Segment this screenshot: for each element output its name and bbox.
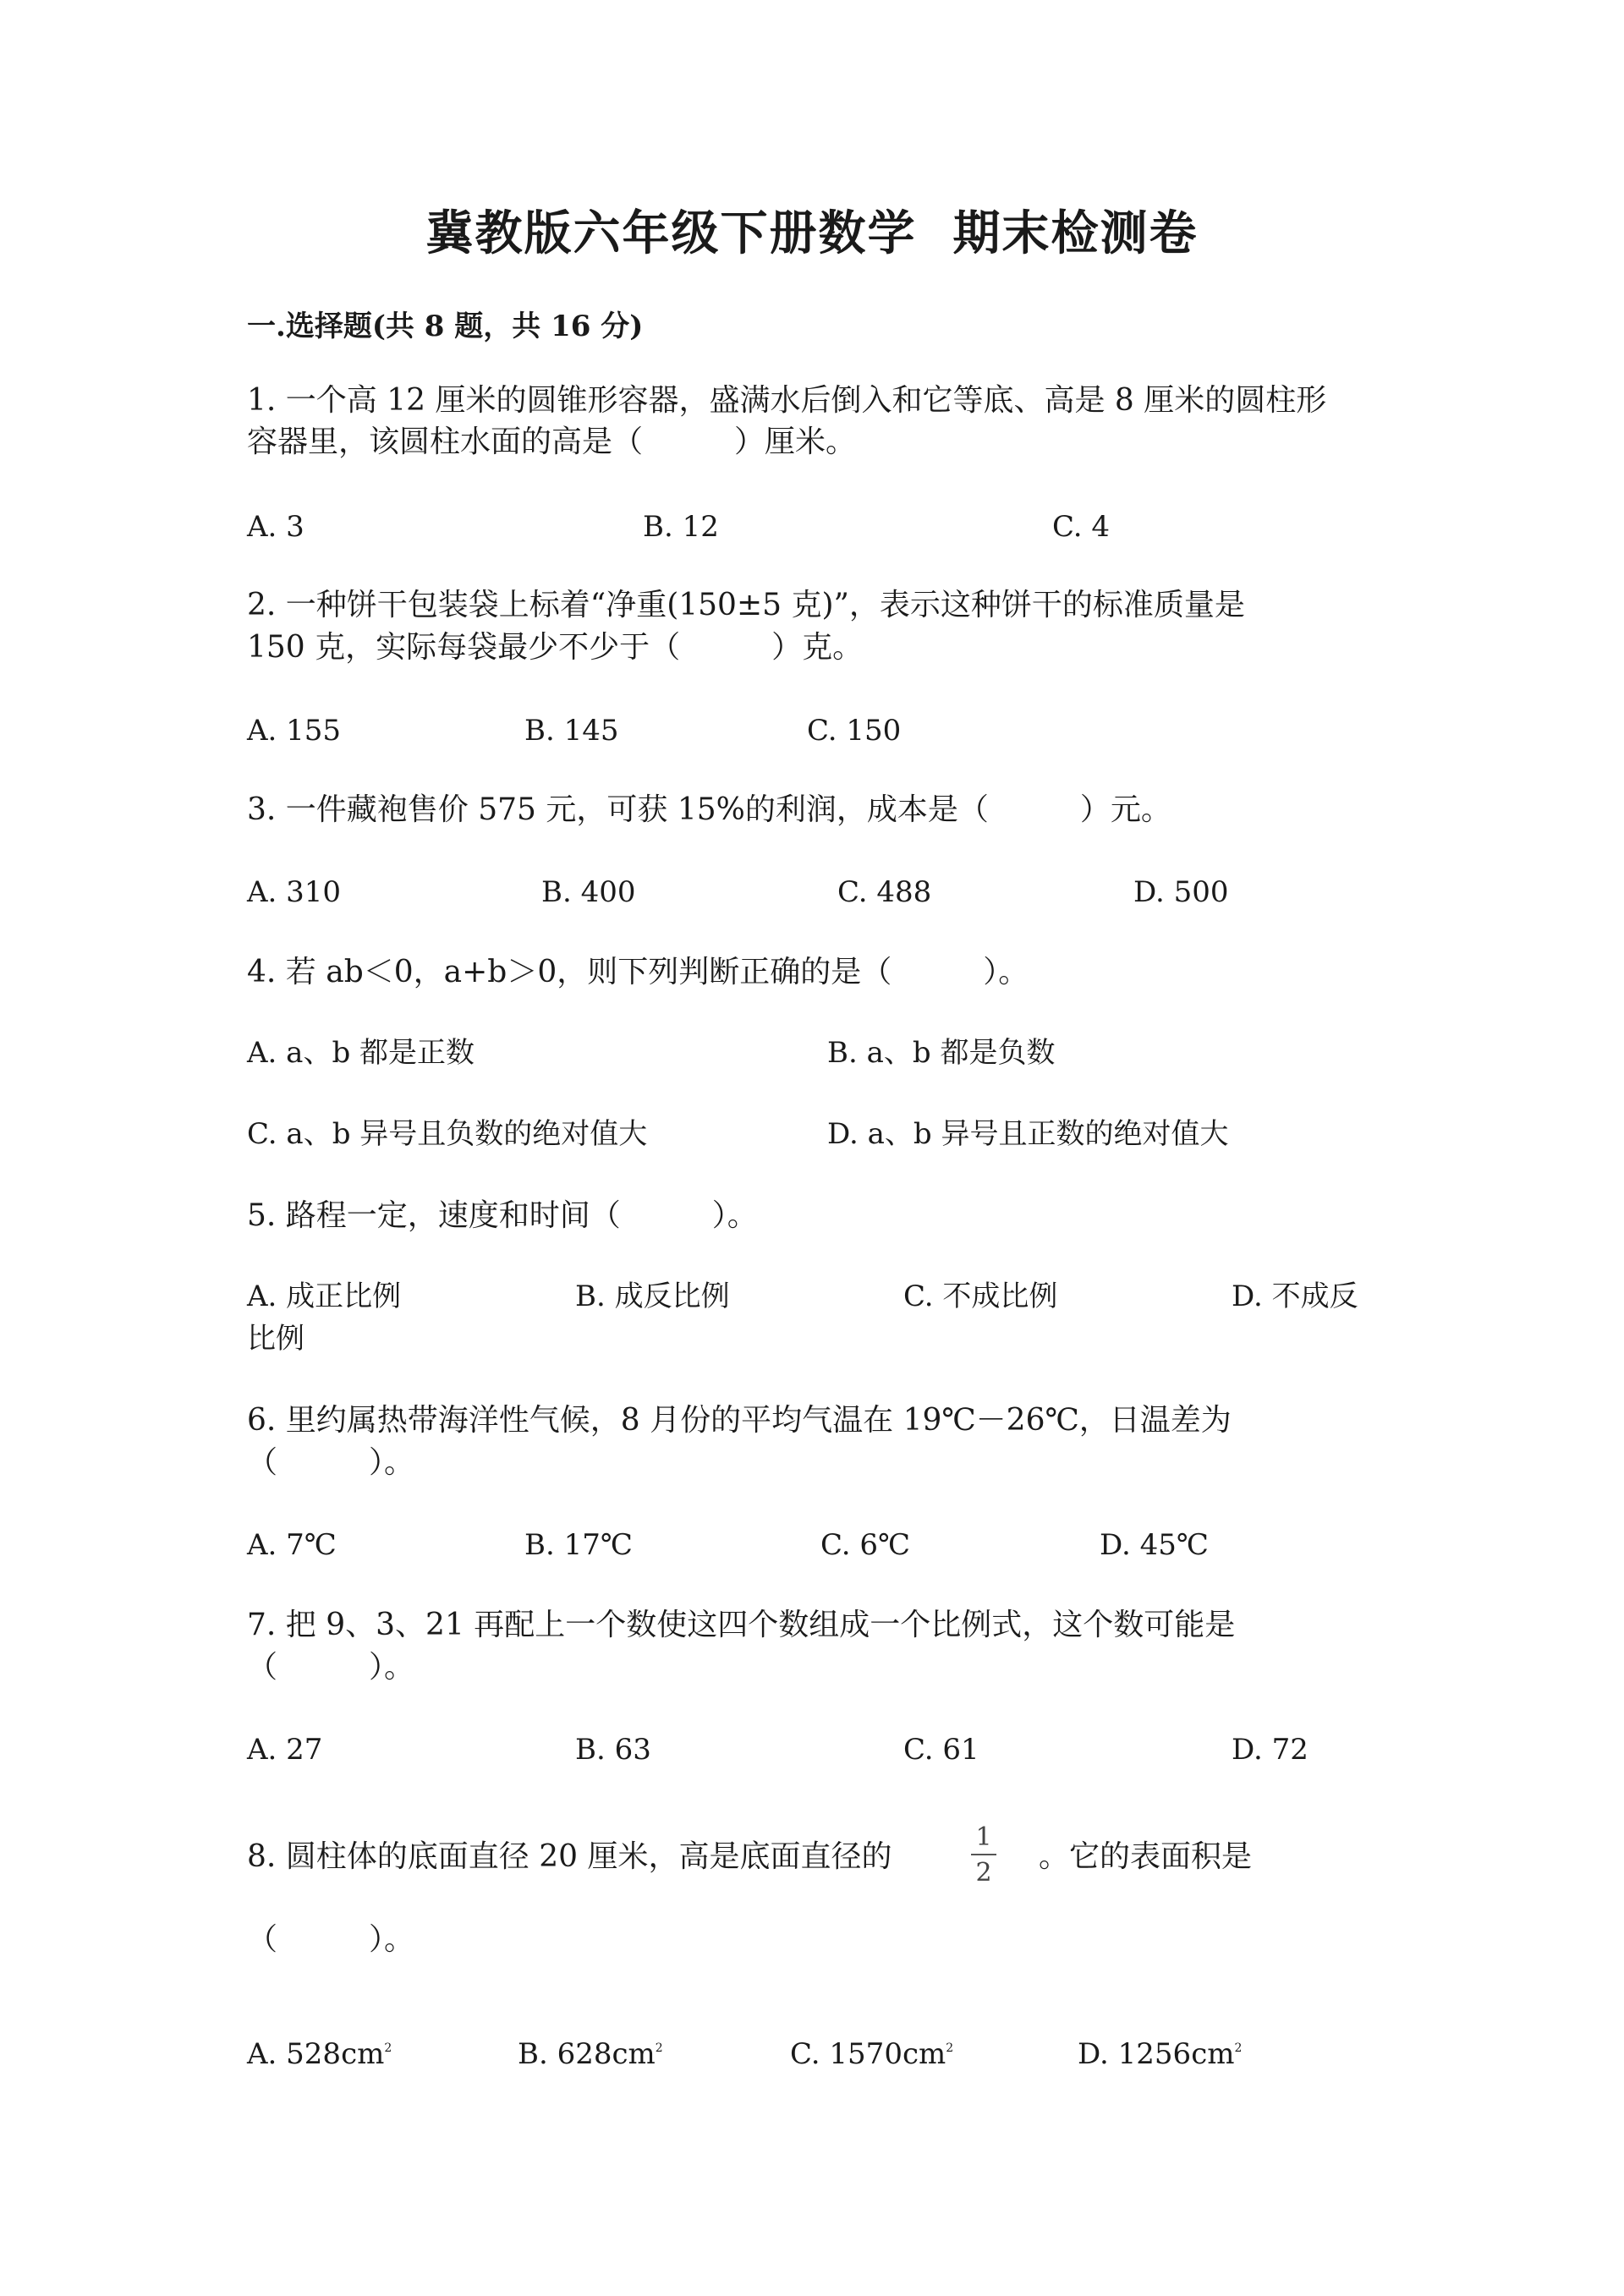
question-4-line-1: 4. 若 ab＜0，a+b＞0，则下列判断正确的是（ ）。: [247, 955, 1029, 989]
question-8-line-2: （ ）。: [247, 1922, 415, 1957]
question-8-option-b: [518, 2037, 663, 2071]
question-8-option-a: [247, 2037, 392, 2071]
question-5-option-c: C. 不成比例: [903, 1280, 1058, 1313]
question-4-option-d: D. a、b 异号且正数的绝对值大: [827, 1117, 1229, 1151]
question-4-option-a: A. a、b 都是正数: [247, 1036, 475, 1070]
question-6-line-1: 6. 里约属热带海洋性气候，8 月份的平均气温在 19℃－26℃，日温差为: [247, 1403, 1232, 1438]
question-5-option-d: D. 不成反: [1232, 1280, 1358, 1313]
fraction-denominator: 2: [975, 1858, 992, 1888]
superscript-2: 2: [655, 2041, 663, 2055]
question-8-line-1-tail: 。它的表面积是: [1039, 1839, 1253, 1874]
question-3-option-b: B. 400: [541, 875, 636, 909]
question-8-option-d-text: D. 1256cm: [1078, 2037, 1235, 2071]
question-8-line-1: 8. 圆柱体的底面直径 20 厘米，高是底面直径的: [247, 1839, 892, 1874]
question-6-option-b: B. 17℃: [524, 1528, 633, 1562]
question-8-option-b-text: B. 628cm: [518, 2037, 656, 2071]
question-5-option-d-wrap: 比例: [247, 1322, 304, 1356]
question-6-option-c: C. 6℃: [820, 1528, 911, 1562]
question-2-option-a: A. 155: [247, 714, 342, 748]
question-1-line-2: 容器里，该圆柱水面的高是（ ）厘米。: [247, 425, 857, 459]
question-3-option-d: D. 500: [1133, 875, 1229, 909]
question-7-option-b: B. 63: [575, 1733, 651, 1767]
question-5-option-b: B. 成反比例: [575, 1280, 730, 1313]
question-7-option-a: A. 27: [247, 1733, 323, 1767]
fraction-one-half: [971, 1822, 996, 1888]
section-heading: 一.选择题(共 8 题，共 16 分): [247, 310, 644, 343]
page-title: 冀教版六年级下册数学 期末检测卷: [425, 205, 1199, 261]
question-3-option-a: A. 310: [247, 875, 342, 909]
question-2-option-c: C. 150: [807, 714, 902, 748]
question-7-option-c: C. 61: [903, 1733, 979, 1767]
superscript-2: 2: [1234, 2041, 1243, 2055]
question-7-option-d: D. 72: [1232, 1733, 1309, 1767]
fraction-numerator: 1: [971, 1825, 996, 1855]
superscript-2: 2: [384, 2041, 392, 2055]
question-1-option-c: C. 4: [1052, 510, 1111, 544]
question-8-option-c-text: C. 1570cm: [790, 2037, 946, 2071]
question-6-line-2: （ ）。: [247, 1445, 415, 1480]
question-3-option-c: C. 488: [837, 875, 932, 909]
superscript-2: 2: [946, 2041, 954, 2055]
question-2-option-b: B. 145: [524, 714, 619, 748]
question-7-line-2: （ ）。: [247, 1650, 415, 1685]
question-4-option-b: B. a、b 都是负数: [827, 1036, 1056, 1070]
question-1-option-b: B. 12: [643, 510, 719, 544]
question-1-option-a: A. 3: [247, 510, 304, 544]
question-2-line-1: 2. 一种饼干包装袋上标着“净重(150±5 克)”，表示这种饼干的标准质量是: [247, 588, 1245, 622]
question-2-line-2: 150 克，实际每袋最少不少于（ ）克。: [247, 630, 864, 665]
question-8-option-a-text: A. 528cm: [247, 2037, 385, 2071]
question-6-option-d: D. 45℃: [1100, 1528, 1209, 1562]
question-8-option-c: [790, 2037, 954, 2071]
question-5-line-1: 5. 路程一定，速度和时间（ ）。: [247, 1198, 758, 1233]
question-5-option-a: A. 成正比例: [247, 1280, 402, 1313]
question-4-option-c: C. a、b 异号且负数的绝对值大: [247, 1117, 648, 1151]
question-8-option-d: [1078, 2037, 1243, 2071]
question-7-line-1: 7. 把 9、3、21 再配上一个数使这四个数组成一个比例式，这个数可能是: [247, 1608, 1236, 1642]
question-6-option-a: A. 7℃: [247, 1528, 337, 1562]
question-1-line-1: 1. 一个高 12 厘米的圆锥形容器，盛满水后倒入和它等底、高是 8 厘米的圆柱形: [247, 383, 1327, 418]
question-3-line-1: 3. 一件藏袍售价 575 元，可获 15%的利润，成本是（ ）元。: [247, 792, 1171, 827]
